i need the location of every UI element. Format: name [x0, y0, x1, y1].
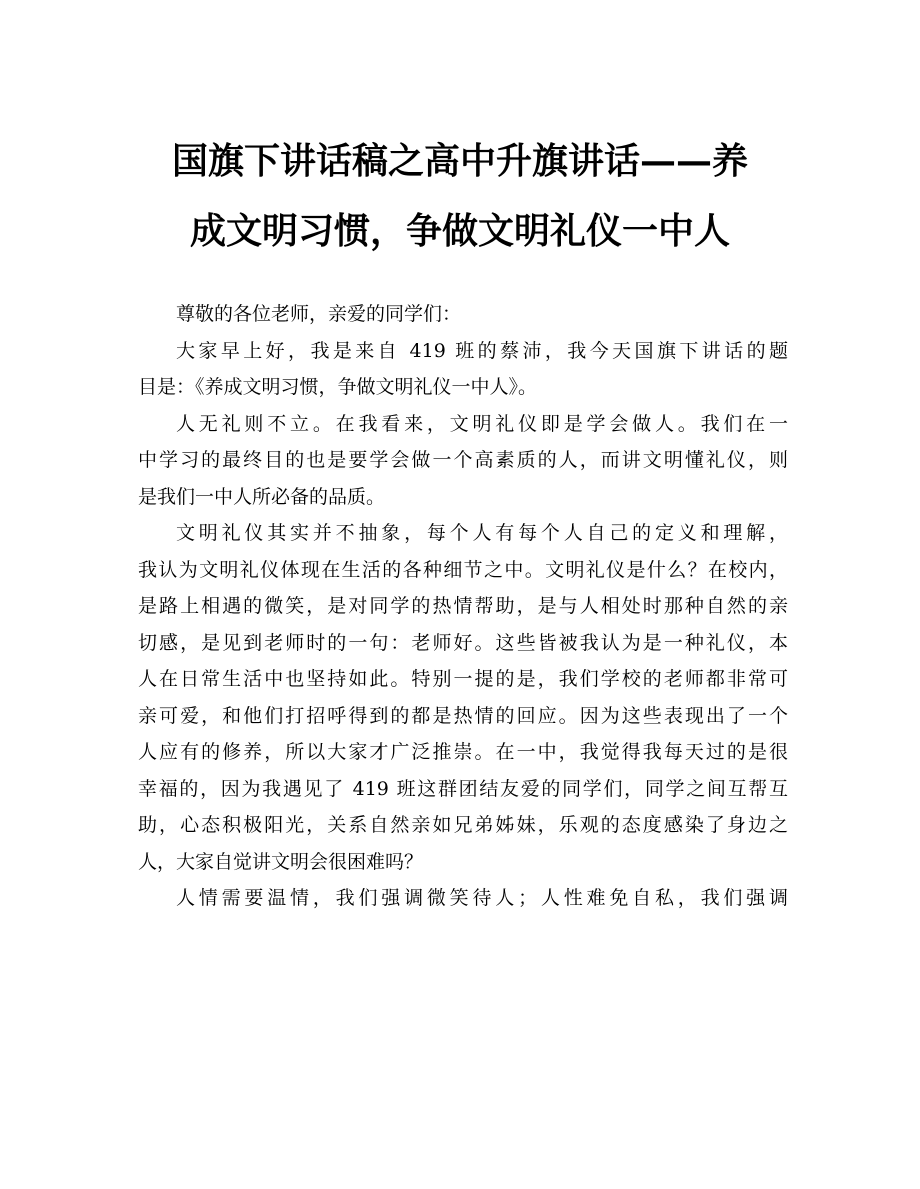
paragraph-line: 人在日常生活中也坚持如此。特别一提的是，我们学校的老师都非常可 — [138, 668, 788, 690]
paragraph-line: 切感，是见到老师时的一句：老师好。这些皆被我认为是一种礼仪，本 — [138, 631, 788, 654]
paragraph — [138, 880, 788, 917]
paragraph-line: 我认为文明礼仪体现在生活的各种细节之中。文明礼仪是什么？在校内， — [138, 558, 788, 581]
paragraph — [138, 333, 788, 406]
paragraph-line: 人，大家自觉讲文明会很困难吗？ — [138, 850, 424, 873]
paragraph-line: 是路上相遇的微笑，是对同学的热情帮助，是与人相处时那种自然的亲 — [138, 595, 788, 617]
paragraph-line: 幸福的，因为我遇见了 419 班这群团结友爱的同学们，同学之间互帮互 — [138, 777, 788, 800]
paragraph-line: 人无礼则不立。在我看来，文明礼仪即是学会做人。我们在一 — [176, 412, 788, 435]
paragraph — [138, 515, 788, 880]
title-line-2: 成文明习惯，争做文明礼仪一中人 — [189, 210, 730, 252]
paragraph — [138, 406, 788, 516]
paragraph-line: 人情需要温情，我们强调微笑待人；人性难免自私，我们强调 — [176, 887, 788, 909]
paragraph-line: 是我们一中人所必备的品质。 — [138, 485, 386, 508]
paragraph-line: 亲可爱，和他们打招呼得到的都是热情的回应。因为这些表现出了一个 — [138, 704, 788, 727]
paragraph-line: 尊敬的各位老师，亲爱的同学们： — [176, 303, 462, 325]
paragraph-line: 中学习的最终目的也是要学会做一个高素质的人，而讲文明懂礼仪，则 — [138, 449, 788, 471]
paragraph — [138, 296, 788, 333]
title-line-1: 国旗下讲话稿之高中升旗讲话——养 — [171, 140, 748, 182]
paragraph-line: 目是：《养成文明习惯，争做文明礼仪一中人》。 — [138, 376, 538, 398]
paragraph-line: 助，心态积极阳光，关系自然亲如兄弟姊妹，乐观的态度感染了身边之 — [138, 814, 788, 836]
document-body — [138, 296, 788, 917]
paragraph-line: 文明礼仪其实并不抽象，每个人有每个人自己的定义和理解， — [176, 522, 788, 544]
document-title — [130, 126, 790, 266]
paragraph-line: 大家早上好，我是来自 419 班的蔡沛，我今天国旗下讲话的题 — [176, 339, 788, 362]
paragraph-line: 人应有的修养，所以大家才广泛推崇。在一中，我觉得我每天过的是很 — [138, 741, 788, 763]
